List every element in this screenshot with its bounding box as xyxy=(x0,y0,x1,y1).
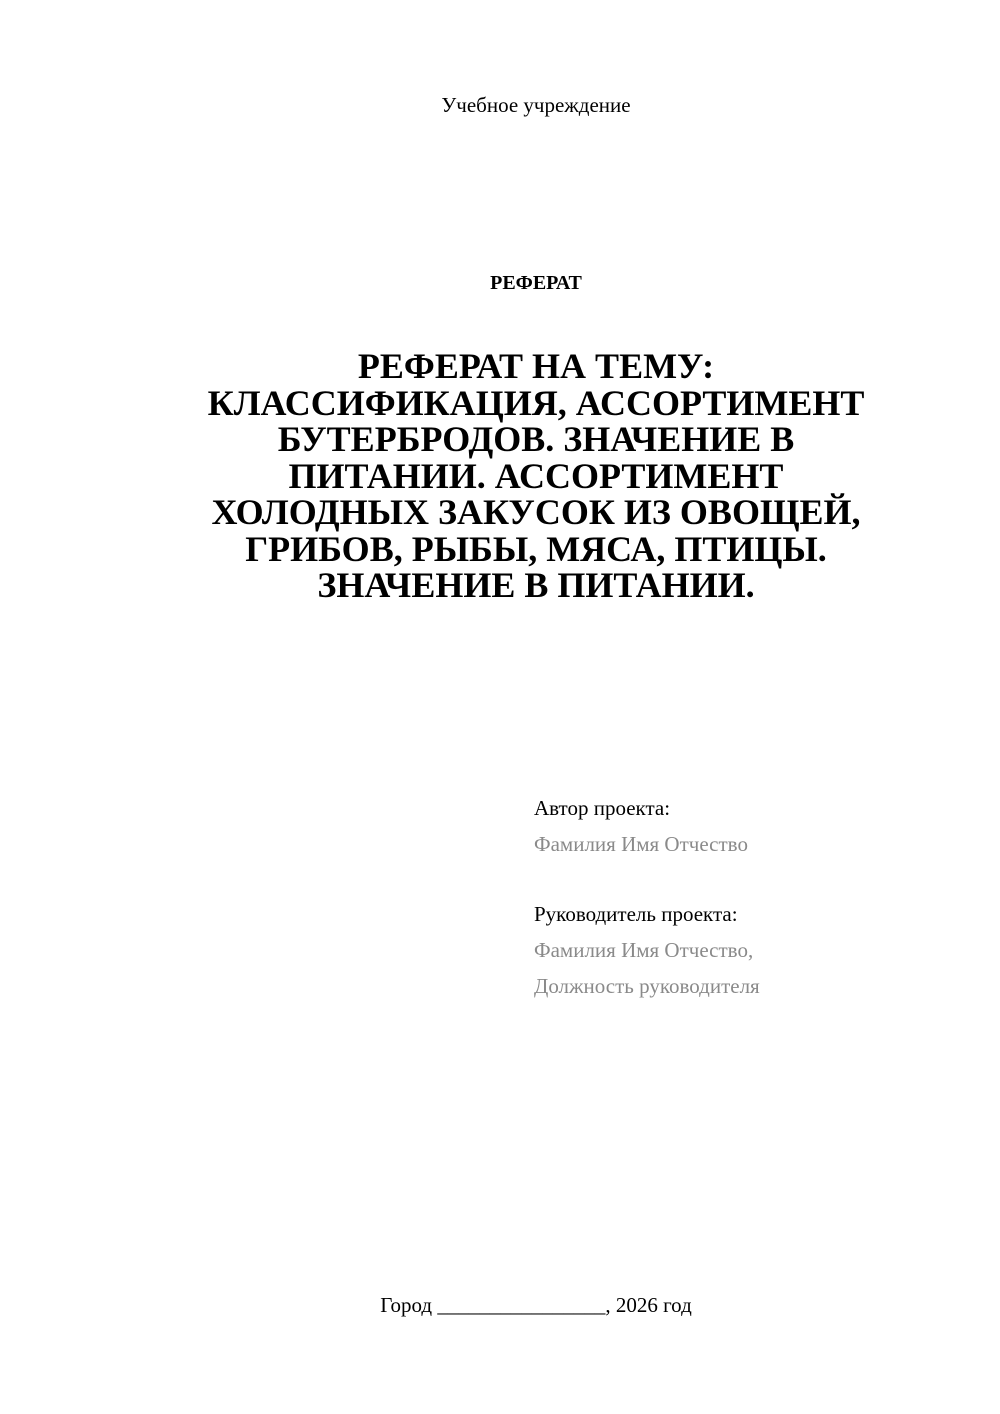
city-year-line: Город ________________, 2026 год xyxy=(380,1293,692,1317)
credits-block xyxy=(534,790,974,1004)
title-line: ГРИБОВ, РЫБЫ, МЯСА, ПТИЦЫ. xyxy=(245,528,827,569)
supervisor-position: Должность руководителя xyxy=(534,974,760,998)
document-type-label: РЕФЕРАТ xyxy=(490,272,582,294)
document-title xyxy=(150,348,922,604)
title-line: ПИТАНИИ. АССОРТИМЕНТ xyxy=(288,455,784,496)
supervisor-label: Руководитель проекта: xyxy=(534,902,738,926)
title-line: ЗНАЧЕНИЕ В ПИТАНИИ. xyxy=(317,565,755,605)
credits-spacer xyxy=(534,862,974,896)
title-line: БУТЕРБРОДОВ. ЗНАЧЕНИЕ В xyxy=(277,419,795,459)
title-line: ХОЛОДНЫХ ЗАКУСОК ИЗ ОВОЩЕЙ, xyxy=(211,492,861,532)
title-line: КЛАССИФИКАЦИЯ, АССОРТИМЕНТ xyxy=(207,382,865,423)
title-line: РЕФЕРАТ НА ТЕМУ: xyxy=(357,346,715,386)
supervisor-name: Фамилия Имя Отчество, xyxy=(534,938,754,962)
author-label: Автор проекта: xyxy=(534,796,671,820)
institution-name: Учебное учреждение xyxy=(441,93,631,117)
author-name: Фамилия Имя Отчество xyxy=(534,832,748,856)
